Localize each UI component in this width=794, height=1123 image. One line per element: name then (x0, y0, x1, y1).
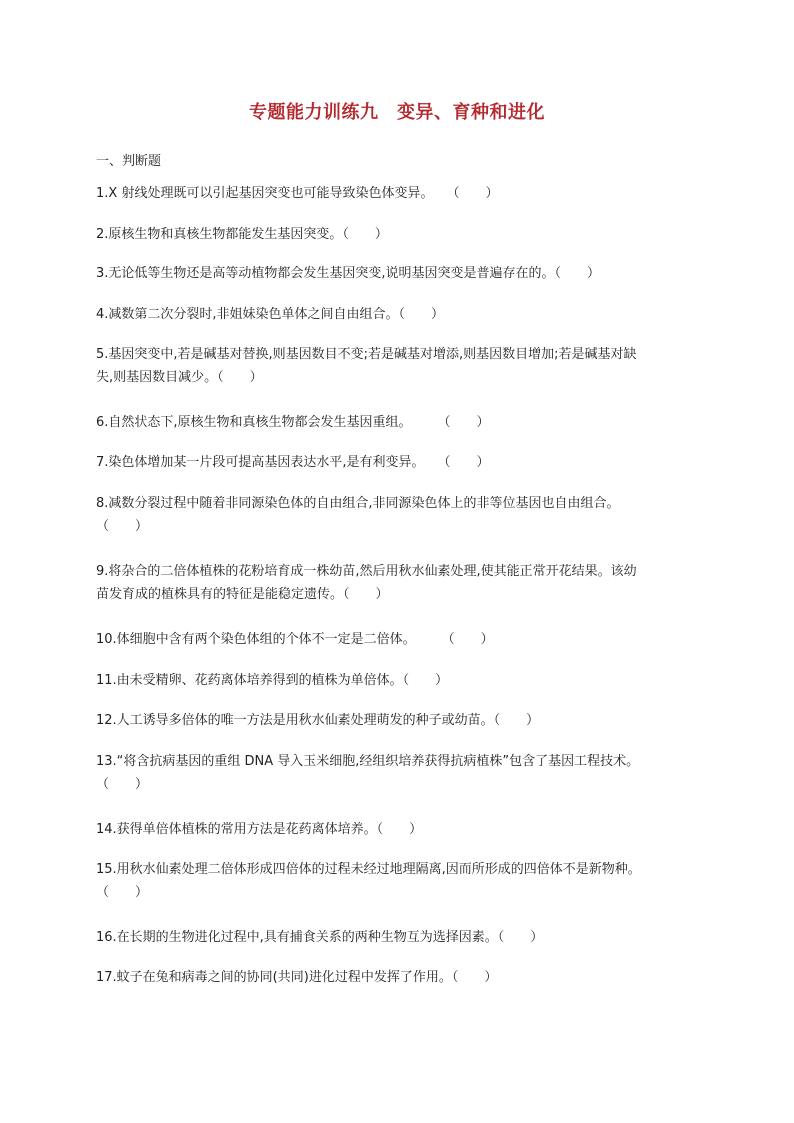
question-item (96, 223, 696, 246)
question-item (96, 818, 696, 841)
question-text: 8.减数分裂过程中随着非同源染色体的自由组合,非同源染色体上的非等位基因也自由组合。 (96, 496, 620, 511)
question-item (96, 628, 696, 651)
question-text: 3.无论低等生物还是高等动植物都会发生基因突变,说明基因突变是普遍存在的。（ ） (96, 266, 601, 281)
question-text: （ ） (96, 885, 149, 900)
question-text: 17.蚊子在兔和病毒之间的协同(共同)进化过程中发挥了作用。（ ） (96, 970, 498, 985)
question-item (96, 492, 696, 538)
question-item (96, 411, 696, 434)
question-item (96, 560, 696, 606)
question-item (96, 182, 696, 205)
question-text: 13.“将含抗病基因的重组 DNA 导入玉米细胞,经组织培养获得抗病植株”包含了基因工程技术。 (96, 754, 640, 769)
question-text: 7.染色体增加某一片段可提高基因表达水平,是有利变异。 （ ） (96, 455, 490, 470)
section-heading: 一、判断题 (96, 154, 162, 169)
question-item (96, 262, 696, 285)
question-item (96, 966, 696, 989)
question-text: 15.用秋水仙素处理二倍体形成四倍体的过程未经过地理隔离,因而所形成的四倍体不是新物种。 (96, 862, 641, 877)
question-text: 10.体细胞中含有两个染色体组的个体不一定是二倍体。 （ ） (96, 632, 494, 647)
question-text: 5.基因突变中,若是碱基对替换,则基因数目不变;若是碱基对增添,则基因数目增加;若是碱基对缺 (96, 347, 637, 362)
question-text: （ ） (96, 777, 149, 792)
question-text: 12.人工诱导多倍体的唯一方法是用秋水仙素处理萌发的种子或幼苗。（ ） (96, 713, 540, 728)
page-title: 专题能力训练九 变异、育种和进化 (249, 102, 545, 123)
question-item (96, 343, 696, 389)
question-text: 2.原核生物和真核生物都能发生基因突变。（ ） (96, 227, 388, 242)
question-text: 11.由未受精卵、花药离体培养得到的植株为单倍体。（ ） (96, 673, 449, 688)
question-item (96, 669, 696, 692)
question-text: 4.减数第二次分裂时,非姐妹染色单体之间自由组合。（ ） (96, 307, 445, 322)
question-text: 失,则基因数目减少。（ ） (96, 370, 263, 385)
question-item (96, 709, 696, 732)
question-item (96, 926, 696, 949)
question-item (96, 451, 696, 474)
question-item (96, 858, 696, 904)
question-text: 14.获得单倍体植株的常用方法是花药离体培养。（ ） (96, 822, 423, 837)
question-text: 16.在长期的生物进化过程中,具有捕食关系的两种生物互为选择因素。（ ） (96, 930, 544, 945)
question-item (96, 303, 696, 326)
question-text: 6.自然状态下,原核生物和真核生物都会发生基因重组。 （ ） (96, 415, 490, 430)
question-text: 1.X 射线处理既可以引起基因突变也可能导致染色体变异。 （ ） (96, 186, 499, 201)
question-item (96, 750, 696, 796)
question-text: （ ） (96, 519, 149, 534)
question-text: 9.将杂合的二倍体植株的花粉培育成一株幼苗,然后用秋水仙素处理,使其能正常开花结果。该幼 (96, 564, 637, 579)
question-text: 苗发育成的植株具有的特征是能稳定遗传。（ ） (96, 587, 389, 602)
